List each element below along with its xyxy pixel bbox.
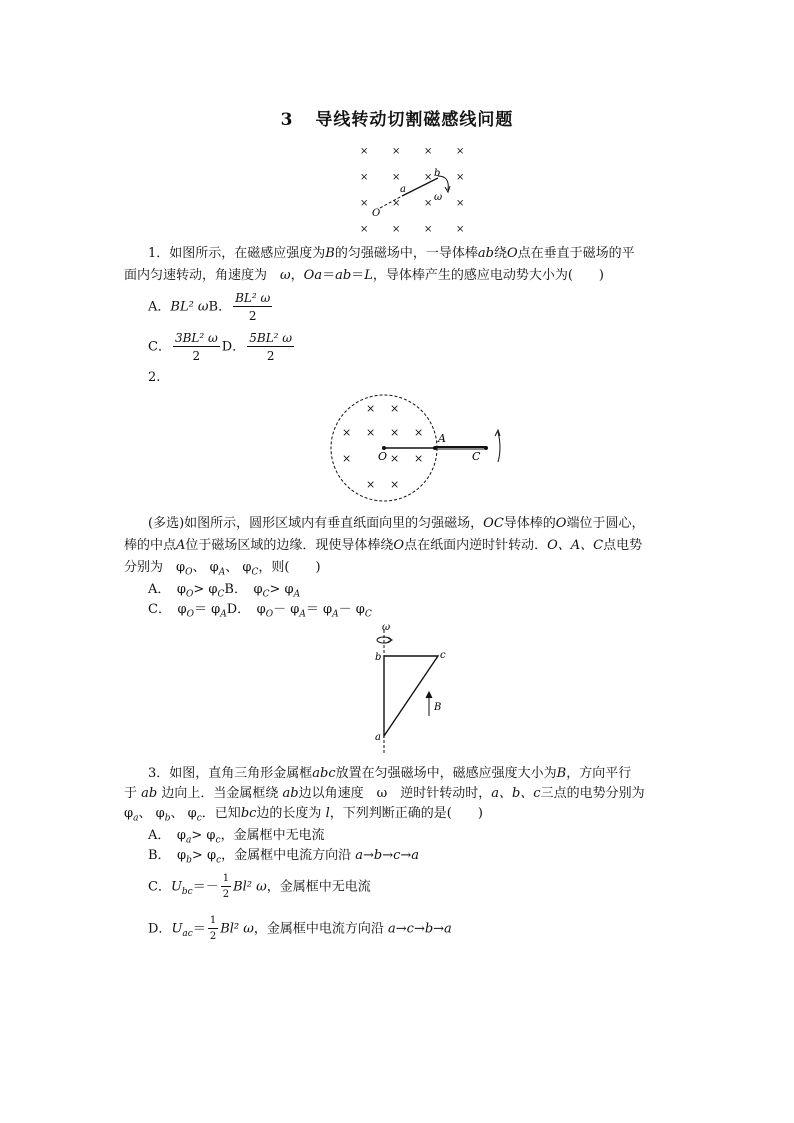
q2-option-c: C． $\varphi_O= \varphi_A$ xyxy=(148,602,227,620)
q2-line-2: 棒的中点A位于磁场区域的边缘．现使导体棒绕O点在纸面内逆时针转动．O、A、C点电势 xyxy=(124,538,643,553)
fig1-cross: × xyxy=(424,146,433,157)
fig1-cross: × xyxy=(392,198,401,209)
q1-options-ab: A．BL² ωB． $\frac{\text{BL² ω}}{2}$ xyxy=(148,291,271,323)
q2-line-3: 分别为 $\varphi_O$、 $\varphi_A$、 $\varphi_C$，则( ) xyxy=(124,560,321,578)
fig3-label-c: c xyxy=(440,650,446,661)
q3-line-3: $\varphi_a$、 $\varphi_b$、 $\varphi_c$．已知bc边的长度为 l，下列判断正确的是( ) xyxy=(124,806,483,824)
q2-options-cd xyxy=(148,600,372,625)
q3-option-b: B． $\varphi_b> \varphi_c$，金属框中电流方向沿 a→b→c→a xyxy=(148,848,420,866)
fig2-cross: × xyxy=(390,402,400,415)
q1-option-c: C． xyxy=(148,339,171,355)
fig1-cross: × xyxy=(456,224,465,235)
q2-line-1: (多选)如图所示，圆形区域内有垂直纸面向里的匀强磁场，OC导体棒的O端位于圆心， xyxy=(148,516,645,531)
q1-line-2: 面内匀速转动，角速度为 ω，Oa＝ab＝L，导体棒产生的感应电动势大小为( ) xyxy=(124,268,604,283)
fig1-rod xyxy=(402,178,438,196)
fig1-cross: × xyxy=(360,224,369,235)
fig2-label-O: O xyxy=(378,450,388,463)
q1-options-cd: C． $\frac{\text{3BL² ω}}{2}$ D． $\frac{\text{5BL² ω}}{2}$ xyxy=(148,331,293,363)
fig1-cross: × xyxy=(424,224,433,235)
fig1-cross: × xyxy=(392,172,401,183)
figure-1-rotating-rod xyxy=(350,140,480,240)
fig2-cross: × xyxy=(342,452,352,465)
fig3-label-b: b xyxy=(375,652,382,663)
fig2-cross: × xyxy=(366,426,376,439)
q2-option-d: D． $\varphi_O- \varphi_A= \varphi_A- \varphi_C$ xyxy=(226,602,372,620)
fig1-cross: × xyxy=(456,146,465,157)
q1-option-b: B． xyxy=(208,299,232,315)
fig1-cross: × xyxy=(360,198,369,209)
fig1-cross: × xyxy=(456,172,465,183)
fig1-label-a: a xyxy=(400,184,406,195)
fig2-point-A xyxy=(433,446,437,450)
fig2-cross: × xyxy=(366,402,376,415)
fig3-label-omega: ω xyxy=(382,622,391,633)
fig1-label-b: b xyxy=(434,168,441,179)
fig2-cross: × xyxy=(414,426,424,439)
q3-line-2: 于 ab 边向上．当金属框绕 ab边以角速度 ω 逆时针转动时，a、b、c三点的电势分别为 xyxy=(124,786,645,801)
title-number: 3 xyxy=(280,110,294,130)
figure-2-circle-field xyxy=(328,392,508,506)
fig3-label-a: a xyxy=(375,732,381,743)
fig1-cross: × xyxy=(360,146,369,157)
q1-option-d: D． xyxy=(221,339,246,355)
title-text: 导线转动切割磁感线问题 xyxy=(315,110,514,130)
fig2-label-A: A xyxy=(438,432,446,445)
fig1-cross: × xyxy=(456,198,465,209)
q2-label: 2. xyxy=(148,370,161,385)
q2-option-a: A． $\varphi_O> \varphi_C$ xyxy=(148,582,225,600)
fig1-cross: × xyxy=(392,224,401,235)
fig2-cross: × xyxy=(342,426,352,439)
fig1-cross: × xyxy=(360,172,369,183)
fig2-point-C xyxy=(484,446,488,450)
q1-option-a: A． xyxy=(148,299,171,315)
q2-option-b: B． $\varphi_C> \varphi_A$ xyxy=(224,582,301,600)
figure-3-triangle-frame xyxy=(364,624,464,758)
q3-option-c: C．$U_{bc}=-$ $\frac{1}{2}$ Bl² ω，金属框中无电流 xyxy=(148,873,371,900)
fig2-cross: × xyxy=(390,452,400,465)
q3-option-d: D．$U_{ac}=$ $\frac{1}{2}$ Bl² ω，金属框中电流方向沿 a→c→b→a xyxy=(148,915,452,942)
fig1-label-omega: ω xyxy=(434,192,443,203)
fig2-cross: × xyxy=(414,452,424,465)
q3-line-1: 3．如图，直角三角形金属框abc放置在匀强磁场中，磁感应强度大小为B，方向平行 xyxy=(148,766,632,781)
fig2-cross: × xyxy=(390,426,400,439)
fig2-label-C: C xyxy=(472,450,481,463)
page-title xyxy=(0,105,794,130)
fig2-cross: × xyxy=(390,478,400,491)
fig1-label-O: O xyxy=(372,208,381,219)
fig1-cross: × xyxy=(392,146,401,157)
q3-option-a: A． $\varphi_a> \varphi_c$，金属框中无电流 xyxy=(148,828,325,846)
fig2-rotation-arrow xyxy=(498,432,500,462)
q1-line-1: 1．如图所示，在磁感应强度为B的匀强磁场中，一导体棒ab绕O点在垂直于磁场的平 xyxy=(148,246,635,261)
fig1-cross: × xyxy=(424,198,433,209)
fig3-label-B: B xyxy=(434,702,442,713)
fig1-cross: × xyxy=(424,172,433,183)
fig2-cross: × xyxy=(366,478,376,491)
